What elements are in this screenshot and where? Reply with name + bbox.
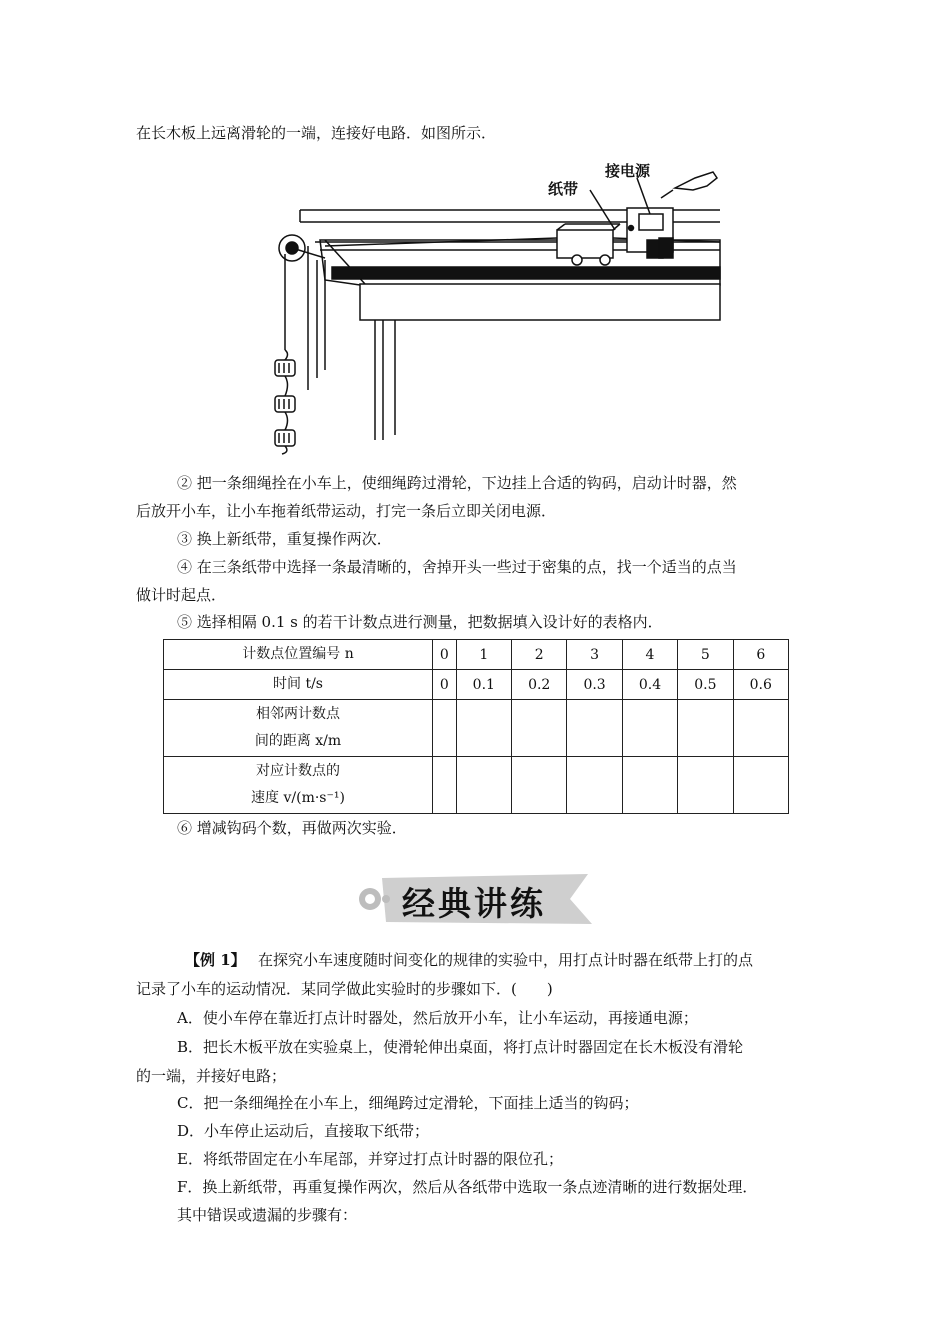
section-title: 经典讲练	[402, 884, 546, 923]
tape-label: 纸带	[548, 180, 579, 198]
table-header-cell	[164, 700, 433, 757]
table-cell	[456, 700, 511, 757]
table-cell: 0	[433, 640, 457, 670]
step-4-line-2: 做计时起点．	[136, 586, 227, 604]
step-2-line-1: ② 把一条细绳拴在小车上，使细绳跨过滑轮，下边挂上合适的钩码，启动计时器，然	[177, 474, 737, 492]
table-cell	[733, 700, 788, 757]
table-header-line: 对应计数点的	[256, 763, 340, 779]
step-5: ⑤ 选择相隔 0.1 s 的若干计数点进行测量，把数据填入设计好的表格内．	[177, 613, 663, 631]
table-cell: 3	[567, 640, 622, 670]
table-cell: 0.4	[622, 670, 677, 700]
table-cell	[433, 700, 457, 757]
example-label: 【例 1】	[185, 951, 246, 969]
apparatus-diagram	[265, 150, 735, 464]
table-cell	[512, 700, 567, 757]
example-line-1: 在探究小车速度随时间变化的规律的实验中，用打点计时器在纸带上打的点	[258, 951, 754, 969]
table-cell: 0.1	[456, 670, 511, 700]
table-cell: 0	[433, 670, 457, 700]
table-cell	[622, 757, 677, 814]
table-cell: 1	[456, 640, 511, 670]
table-cell: 6	[733, 640, 788, 670]
option-a: A．使小车停在靠近打点计时器处，然后放开小车，让小车运动，再接通电源；	[177, 1009, 698, 1027]
table-cell: 4	[622, 640, 677, 670]
table-cell	[622, 700, 677, 757]
table-row	[164, 700, 789, 757]
table-row	[164, 757, 789, 814]
intro-text: 在长木板上远离滑轮的一端，连接好电路．如图所示．	[136, 124, 497, 142]
power-label: 接电源	[605, 162, 651, 180]
table-header-cell: 计数点位置编号 n	[164, 640, 433, 670]
option-c: C．把一条细绳拴在小车上，细绳跨过定滑轮，下面挂上适当的钩码；	[177, 1094, 639, 1112]
table-cell	[733, 757, 788, 814]
table-header-cell	[164, 757, 433, 814]
table-header-line: 相邻两计数点	[256, 706, 340, 722]
table-cell: 0.2	[512, 670, 567, 700]
table-cell	[678, 700, 733, 757]
table-cell	[456, 757, 511, 814]
option-b-line-2: 的一端，并接好电路；	[136, 1067, 287, 1085]
option-e: E．将纸带固定在小车尾部，并穿过打点计时器的限位孔；	[177, 1150, 563, 1168]
question-text: 其中错误或遗漏的步骤有：	[177, 1206, 358, 1224]
option-d: D．小车停止运动后，直接取下纸带；	[177, 1122, 430, 1140]
table-cell	[567, 757, 622, 814]
table-row	[164, 640, 789, 670]
table-cell	[678, 757, 733, 814]
table-header-line: 间的距离 x/m	[254, 733, 342, 749]
table-cell	[567, 700, 622, 757]
table-row	[164, 670, 789, 700]
step-6: ⑥ 增减钩码个数，再做两次实验．	[177, 819, 407, 837]
data-table	[163, 639, 789, 814]
step-4-line-1: ④ 在三条纸带中选择一条最清晰的，舍掉开头一些过于密集的点，找一个适当的点当	[177, 558, 737, 576]
table-cell: 0.5	[678, 670, 733, 700]
table-header-cell: 时间 t/s	[164, 670, 433, 700]
step-3: ③ 换上新纸带，重复操作两次．	[177, 530, 392, 548]
step-2-line-2: 后放开小车，让小车拖着纸带运动，打完一条后立即关闭电源．	[136, 502, 557, 520]
example-tag	[185, 950, 246, 970]
table-header-line: 速度 v/(m·s⁻¹)	[251, 790, 345, 806]
table-cell: 2	[512, 640, 567, 670]
table-cell: 0.3	[567, 670, 622, 700]
apparatus-illustration	[265, 150, 735, 460]
option-b-line-1: B．把长木板平放在实验桌上，使滑轮伸出桌面，将打点计时器固定在长木板没有滑轮	[177, 1038, 744, 1056]
example-line-2: 记录了小车的运动情况．某同学做此实验时的步骤如下．( )	[136, 980, 553, 998]
option-f: F．换上新纸带，再重复操作两次，然后从各纸带中选取一条点迹清晰的进行数据处理．	[177, 1178, 758, 1196]
table-cell: 0.6	[733, 670, 788, 700]
table-cell	[512, 757, 567, 814]
table-cell	[433, 757, 457, 814]
table-cell: 5	[678, 640, 733, 670]
